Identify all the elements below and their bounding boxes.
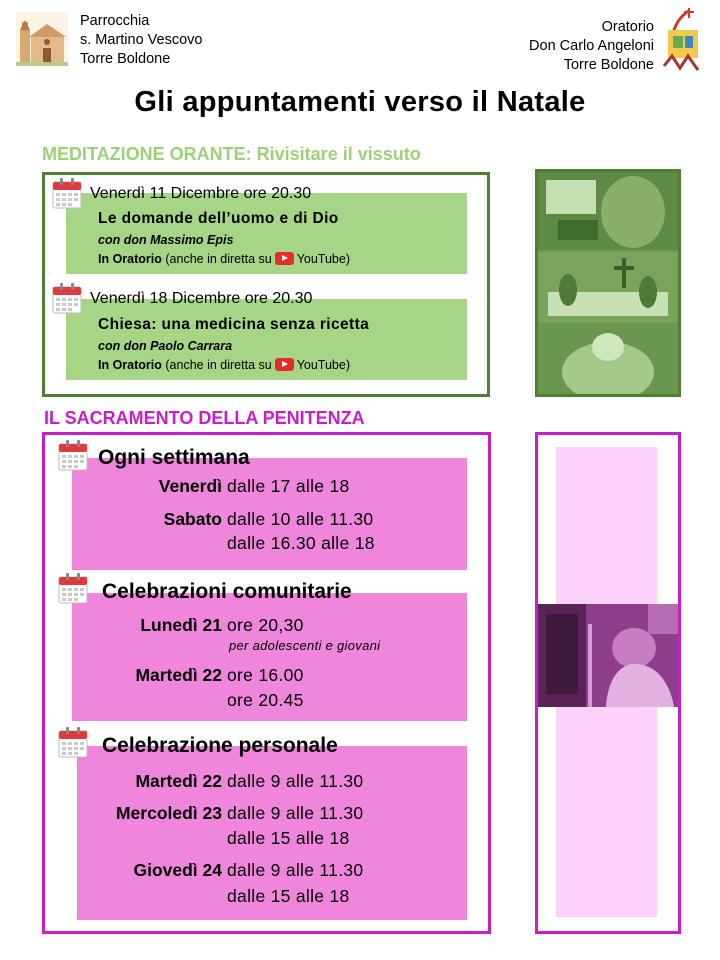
schedule-title: Ogni settimana [98,446,250,469]
schedule-time: dalle 15 alle 18 [227,886,350,906]
page-title: Gli appuntamenti verso il Natale [134,86,586,118]
church-logo-icon [16,12,68,66]
photo-collage-image [538,172,678,394]
calendar-icon [58,726,88,758]
schedule-time: ore 20,30 [227,615,304,635]
event-date: Venerdì 11 Dicembre ore 20.30 [90,185,312,202]
schedule-time: dalle 10 alle 11.30 [227,509,374,529]
schedule-time: dalle 9 alle 11.30 [227,803,364,823]
calendar-icon [58,572,88,604]
schedule-time: dalle 9 alle 11.30 [227,771,364,791]
event-place-line [98,252,350,266]
schedule-time: dalle 15 alle 18 [227,828,350,848]
confession-photo-image [538,604,678,707]
event-speaker: con don Massimo Epis [98,233,234,247]
schedule-note: per adolescenti e giovani [229,638,381,653]
meditation-heading: MEDITAZIONE ORANTE: Rivisitare il vissuto [42,144,421,164]
penance-heading: IL SACRAMENTO DELLA PENITENZA [44,408,365,428]
event-date: Venerdì 18 Dicembre ore 20.30 [90,290,313,307]
parish-line: Parrocchia [80,13,150,29]
schedule-day: Giovedì 24 [133,860,222,880]
schedule-time: dalle 9 alle 11.30 [227,860,364,880]
schedule-time: ore 20.45 [227,690,304,710]
oratory-name [529,18,654,75]
calendar-icon [52,282,82,314]
meditation-photo [535,169,681,397]
youtube-icon [275,358,294,371]
schedule-title: Celebrazioni comunitarie [102,580,352,603]
schedule-day: Lunedì 21 [140,615,222,635]
oratory-line: Don Carlo Angeloni [529,38,654,54]
parish-line: s. Martino Vescovo [80,32,203,48]
schedule-time: dalle 16.30 alle 18 [227,533,375,553]
event-place: In Oratorio [98,252,162,266]
parish-line: Torre Boldone [80,51,171,67]
schedule-time: ore 16.00 [227,665,304,685]
schedule-day: Martedì 22 [135,771,222,791]
oratory-line: Oratorio [601,19,654,35]
schedule-day: Sabato [163,509,222,529]
event-place: In Oratorio [98,358,162,372]
schedule-title: Celebrazione personale [102,734,338,757]
parish-name [80,12,203,69]
youtube-icon [275,252,294,265]
schedule-day: Mercoledì 23 [115,803,222,823]
event-stream-text: (anche in diretta su [165,252,272,266]
event-speaker: con don Paolo Carrara [98,339,233,353]
event-title: Le domande dell’uomo e di Dio [98,210,339,227]
event-title: Chiesa: una medicina senza ricetta [98,316,370,333]
event-place-line [98,358,350,372]
calendar-icon [52,177,82,209]
event-stream-platform: YouTube) [296,252,350,266]
event-stream-text: (anche in diretta su [165,358,272,372]
confession-photo [538,604,678,707]
event-stream-platform: YouTube) [296,358,350,372]
calendar-icon [58,439,88,471]
oratory-line: Torre Boldone [563,57,654,73]
schedule-day: Venerdì [158,476,222,496]
oratory-logo-icon [660,8,704,72]
schedule-day: Martedì 22 [135,665,222,685]
schedule-time: dalle 17 alle 18 [227,476,350,496]
